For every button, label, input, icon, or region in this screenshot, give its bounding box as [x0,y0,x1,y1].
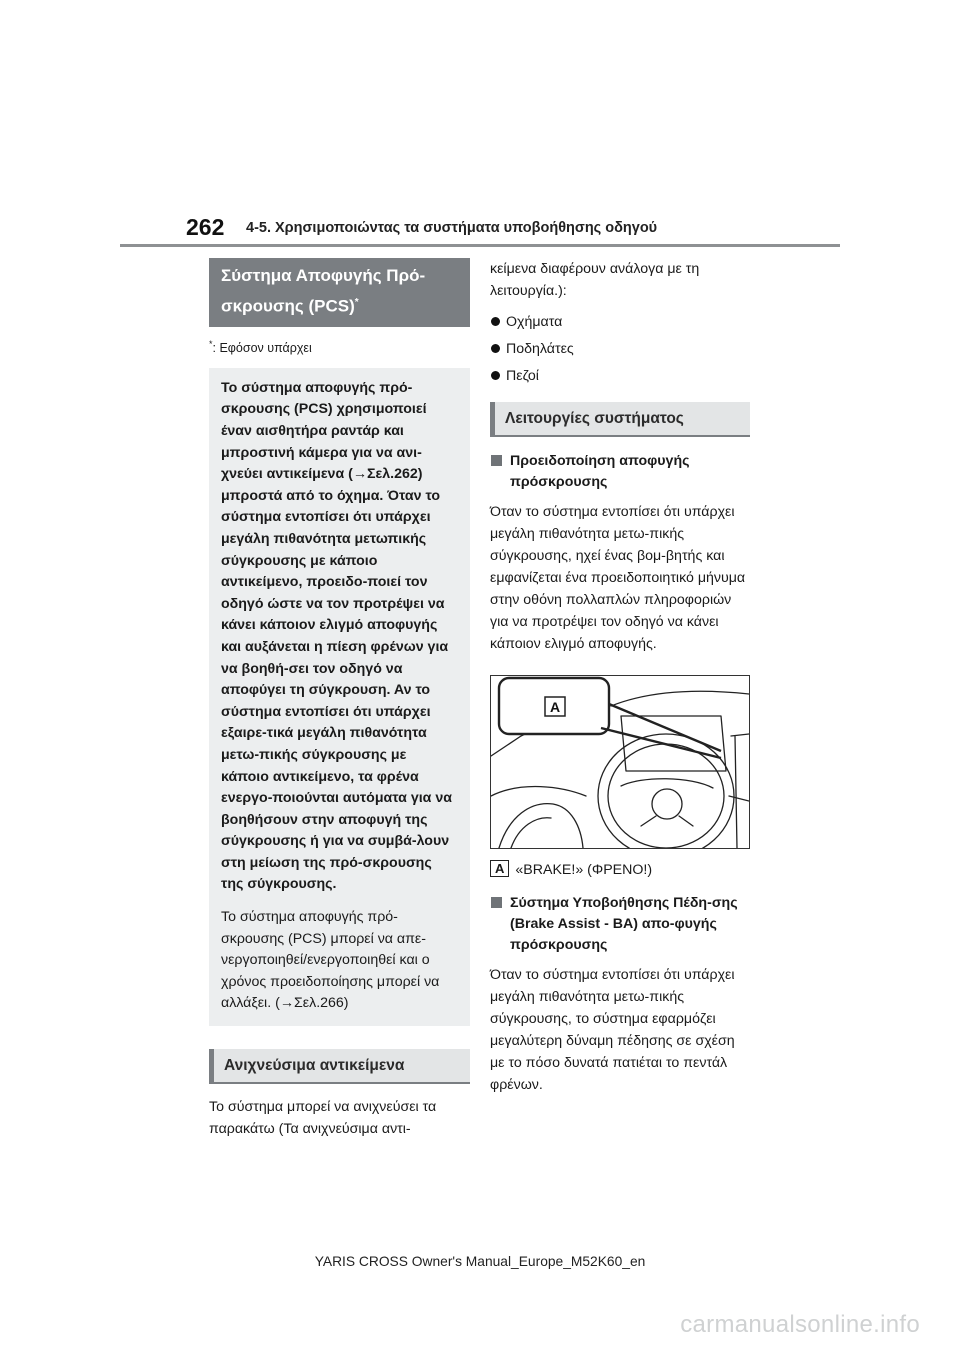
summary-bold-text: Το σύστημα αποφυγής πρό-σκρουσης (PCS) χρησιμοποιεί έναν αισθητήρα ραντάρ και μπροστινή κάμερα για να ανι-χνεύει αντικείμενα (→Σελ.262) μπροστά από το όχημα. Όταν το σύστημα εντοπίσει ότι υπάρχει μεγάλη πιθανότητα μετωπικής σύγκρουσης με κάποιο αντικείμενο, προειδο-ποιεί τον οδηγό ώστε να τον προτρέψει να κάνει κάποιον ελιγμό αποφυγής και αυξάνεται η πίεση φρένων για να βοηθή-σει τον οδηγό να αποφύγει τη σύγκρουση. Αν το σύστημα εντοπίσει ότι υπάρχει εξαιρε-τικά μεγάλη πιθανότητα μετω-πικής σύγκρουσης με κάποιο αντικείμενο, τα φρένα ενεργο-ποιούνται αυτόματα για να βοηθήσουν στην αποφυγή της σύγκρουσης ή για να συμβά-λουν στη μείωση της πρό-σκρουσης της σύγκρουσης. [221,379,452,893]
section-warning-text: Όταν το σύστημα εντοπίσει ότι υπάρχει μεγάλη πιθανότητα μετω-πικής σύγκρουσης, ηχεί ένας βομ-βητής και εμφανίζεται ένα προειδοποιητικό μήνυμα στην οθόνη πολλαπλών πληροφοριών για να προτρέψει τον οδηγό να κάνει κάποιον ελιγμό αποφυγής. [490,504,746,652]
footnote-mark: * [209,338,213,349]
subheader-detectable-objects: Ανιχνεύσιμα αντικείμενα [209,1049,470,1084]
section-title-box [209,258,470,327]
footnote [209,336,470,356]
section-title-line2-text: σκρουσης (PCS) [221,296,355,316]
square-bullet-icon [491,897,502,908]
dashboard-drawing [491,676,749,848]
section-brake-assist-text: Όταν το σύστημα εντοπίσει ότι υπάρχει μεγάλη πιθανότητα μετω-πικής σύγκρουσης, το σύστημα εφαρμόζει μεγαλύτερη δύναμη πέδησης σε σχέση με το πόσο δυνατά πατιέται το πεντάλ φρένων. [490,967,735,1093]
list-item: Πεζοί [490,366,750,386]
section-title-line2 [221,289,458,320]
watermark: carmanualsonline.info [680,1311,920,1338]
page-number: 262 [186,214,225,240]
detectable-objects-list [490,312,750,386]
square-bullet-icon [491,455,502,466]
section-warning-title-text: Προειδοποίηση αποφυγής πρόσκρουσης [510,453,690,490]
dashboard-illustration [490,675,750,849]
detectable-objects-paragraph: Το σύστημα μπορεί να ανιχνεύσει τα παρακάτω (Τα ανιχνεύσιμα αντι- [209,1099,437,1138]
summary-normal-text: Το σύστημα αποφυγής πρό-σκρουσης (PCS) μπορεί να απε-νεργοποιηθεί/ενεργοποιηθεί και ο χρόνος προειδοποίησης μπορεί να αλλάξει. (→Σελ.266) [221,909,440,1012]
left-column [209,258,470,1140]
section-warning-title [490,451,750,493]
footer-text: YARIS CROSS Owner's Manual_Europe_M52K60_en [314,1254,646,1269]
list-item: Ποδηλάτες [490,339,750,359]
legend-label: A [490,860,509,877]
figure-legend [490,860,750,880]
detectable-objects-paragraph-cont: κείμενα διαφέρουν ανάλογα με τη λειτουργία.): [490,261,700,299]
subheader-system-functions: Λειτουργίες συστήματος [490,402,750,437]
section-brake-assist-title-text: Σύστημα Υποβοήθησης Πέδη-σης (Brake Assist - BA) απο-φυγής πρόσκρουσης [510,895,738,953]
figure-label: A [549,699,561,715]
chapter-title: 4-5. Χρησιμοποιώντας τα συστήματα υποβοήθησης οδηγού [246,220,658,236]
header-rule [120,244,840,247]
right-column [490,258,750,1096]
legend-text: «BRAKE!» (ΦΡΕΝΟ!) [515,862,653,878]
summary-box [209,368,470,1026]
section-title-sup: * [354,297,359,308]
section-brake-assist-title [490,893,750,956]
footnote-text: : Εφόσον υπάρχει [212,340,312,355]
list-item: Οχήματα [490,312,750,332]
section-title-line1: Σύστημα Αποφυγής Πρό- [221,266,426,285]
